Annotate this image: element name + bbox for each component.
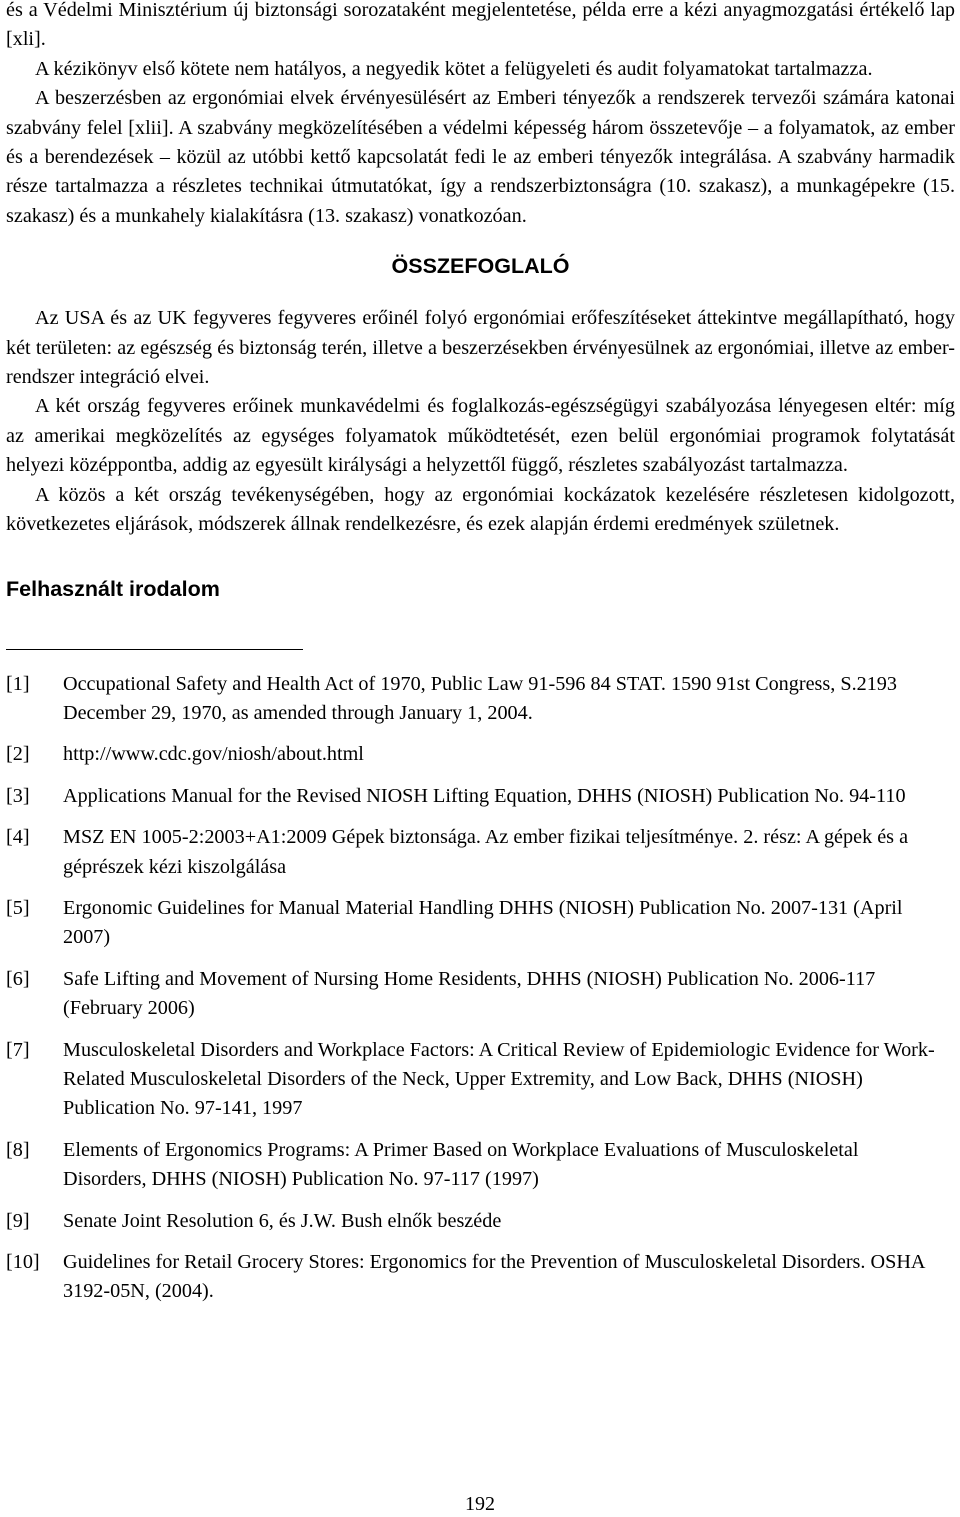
reference-text: Applications Manual for the Revised NIOSH Lifting Equation, DHHS (NIOSH) Publication No. 94-110 [63, 784, 906, 807]
reference-number: [5] [6, 896, 30, 919]
document-page [6, 0, 955, 1319]
reference-text: Musculoskeletal Disorders and Workplace Factors: A Critical Review of Epidemiologic Evidence for Work-Related Musculoskeletal Disorders of the Neck, Upper Extremity, and Low Back, DHHS (NIOSH) Publication No. 97-141, 1997 [63, 1038, 935, 1120]
reference-number: [1] [6, 672, 30, 695]
reference-text: MSZ EN 1005-2:2003+A1:2009 Gépek biztonsága. Az ember fizikai teljesítménye. 2. rész: A gépek és a géprészek kézi kiszolgálása [63, 826, 909, 878]
intro-paragraph: és a Védelmi Minisztérium új biztonsági sorozataként megjelentetése, példa erre a kézi anyagmozgatási értékelő lap [xli]. [6, 0, 955, 51]
reference-text: Ergonomic Guidelines for Manual Material Handling DHHS (NIOSH) Publication No. 2007-131 (April 2007) [63, 896, 903, 949]
reference-text: Occupational Safety and Health Act of 1970, Public Law 91-596 84 STAT. 1590 91st Congress, S.2193 December 29, 1970, as amended through January 1, 2004. [63, 672, 897, 724]
reference-text: Senate Joint Resolution 6, és J.W. Bush elnők beszéde [63, 1209, 502, 1232]
intro-paragraph: A kézikönyv első kötete nem hatályos, a negyedik kötet a felügyeleti és audit folyamatokat tartalmazza. [35, 57, 873, 80]
summary-heading: ÖSSZEFOGLALÓ [391, 254, 570, 279]
reference-text: Safe Lifting and Movement of Nursing Home Residents, DHHS (NIOSH) Publication No. 2006-117 (February 2006) [63, 967, 876, 1020]
reference-number: [6] [6, 967, 30, 990]
reference-item [6, 1136, 955, 1195]
reference-text: Guidelines for Retail Grocery Stores: Ergonomics for the Prevention of Musculoskeletal Disorders. OSHA 3192-05N, (2004). [63, 1251, 925, 1303]
reference-item [6, 782, 955, 811]
intro-paragraph: A beszerzésben az ergonómiai elvek érvényesülésért az Emberi tényezők a rendszerek tervezői számára katonai szabvány felel [xlii]. A szabvány megközelítésében a védelmi képesség három összetevője – a folyamatok, az ember és a berendezések – közül az utóbbi kettő kapcsolatát fedi le az emberi tényezők integrálása. A szabvány harmadik része tartalmazza a részletes technikai útmutatókat, így a rendszerbiztonságra (10. szakasz), a munkagépekre (15. szakasz) és a munkahely kialakításra (13. szakasz) vonatkozóan. [6, 87, 955, 227]
reference-number: [3] [6, 784, 30, 807]
reference-item [6, 1207, 955, 1236]
reference-item [6, 894, 955, 953]
references-heading: Felhasznált irodalom [6, 576, 220, 601]
summary-paragraph: A két ország fegyveres erőinek munkavédelmi és foglalkozás-egészségügyi szabályozása lényegesen eltér: míg az amerikai megközelítés az egységes folyamatok működtetését, ezen belül ergonómiai programok folytatását helyezi középpontba, addig az egyesült királysági a helyzettől függő, részletes szabályozást tartalmazza. [6, 395, 955, 477]
reference-list [6, 670, 955, 1307]
reference-text: Elements of Ergonomics Programs: A Primer Based on Workplace Evaluations of Musculoskeletal Disorders, DHHS (NIOSH) Publication No. 97-117 (1997) [63, 1138, 859, 1191]
reference-item [6, 670, 955, 729]
page-number: 192 [465, 1493, 495, 1515]
reference-link[interactable]: http://www.cdc.gov/niosh/about.html [63, 743, 364, 766]
reference-number: [4] [6, 826, 30, 849]
reference-item [6, 740, 955, 769]
reference-number: [2] [6, 743, 30, 766]
reference-number: [9] [6, 1209, 30, 1232]
summary-paragraph: Az USA és az UK fegyveres fegyveres erőinél folyó ergonómiai erőfeszítéseket áttekintve megállapítható, hogy két területen: az egészség és biztonság terén, illetve a beszerzésekben érvényesülnek az ergonómiai, illetve az ember-rendszer integráció elvei. [6, 307, 955, 389]
reference-item [6, 965, 955, 1024]
reference-number: [10] [6, 1251, 40, 1273]
intro-section [6, 0, 955, 231]
reference-number: [8] [6, 1138, 30, 1161]
footnote-divider [6, 649, 303, 650]
reference-item [6, 823, 955, 882]
reference-item [6, 1248, 955, 1307]
summary-paragraph: A közös a két ország tevékenységében, hogy az ergonómiai kockázatok kezelésére részletesen kidolgozott, következetes eljárások, módszerek állnak rendelkezésre, és ezek alapján érdemi eredmények születnek. [6, 483, 955, 536]
summary-section [6, 304, 955, 539]
reference-item [6, 1036, 955, 1124]
reference-number: [7] [6, 1038, 30, 1061]
